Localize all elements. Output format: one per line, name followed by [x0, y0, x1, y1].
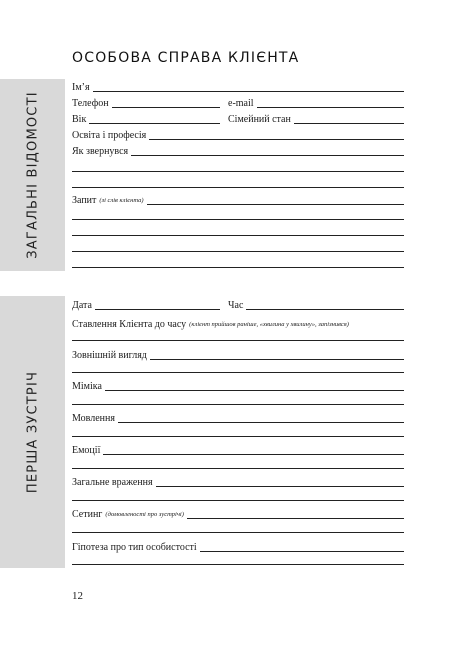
- fill-line[interactable]: [294, 114, 404, 124]
- fill-line[interactable]: [112, 98, 220, 108]
- field-name[interactable]: [72, 82, 404, 94]
- field-label: Ім’я: [72, 82, 90, 93]
- fill-line[interactable]: [95, 300, 220, 310]
- field-phone[interactable]: [72, 98, 220, 110]
- blank-line[interactable]: [72, 500, 404, 501]
- field-setting[interactable]: [72, 509, 404, 521]
- field-label: Телефон: [72, 98, 109, 109]
- field-label: Дата: [72, 300, 92, 311]
- fill-line[interactable]: [200, 542, 404, 552]
- fill-line[interactable]: [150, 350, 404, 360]
- fill-line[interactable]: [131, 146, 404, 156]
- section-tab-label: ЗАГАЛЬНІ ВІДОМОСТІ: [25, 91, 40, 259]
- section-tab-label: ПЕРША ЗУСТРІЧ: [25, 370, 40, 494]
- field-label: Сімейний стан: [228, 114, 291, 125]
- blank-line[interactable]: [72, 564, 404, 565]
- fill-line[interactable]: [147, 195, 404, 205]
- field-age[interactable]: [72, 114, 220, 126]
- blank-line[interactable]: [72, 532, 404, 533]
- field-label: Час: [228, 300, 244, 311]
- field-note: (клієнт прийшов раніше, «хвилина у хвилину», запізнився): [189, 321, 349, 328]
- field-emotions[interactable]: [72, 445, 404, 457]
- field-label: Загальне враження: [72, 477, 153, 488]
- field-impression[interactable]: [72, 477, 404, 489]
- section-tab-general: [0, 79, 65, 271]
- page-number: 12: [72, 590, 83, 602]
- field-family-status[interactable]: [228, 114, 404, 126]
- field-label: Освіта і професія: [72, 130, 147, 141]
- blank-line[interactable]: [72, 372, 404, 373]
- fill-line[interactable]: [156, 477, 404, 487]
- field-label: e-mail: [228, 98, 254, 109]
- fill-line[interactable]: [187, 509, 404, 519]
- field-time[interactable]: [228, 300, 404, 312]
- field-label: Міміка: [72, 381, 102, 392]
- field-label: Як звернувся: [72, 146, 129, 157]
- blank-line[interactable]: [72, 436, 404, 437]
- field-label: Гіпотеза про тип особистості: [72, 542, 197, 553]
- field-date[interactable]: [72, 300, 220, 312]
- blank-line[interactable]: [72, 404, 404, 405]
- fill-line[interactable]: [105, 381, 404, 391]
- blank-line[interactable]: [72, 235, 404, 236]
- blank-line[interactable]: [72, 267, 404, 268]
- fill-line[interactable]: [149, 130, 404, 140]
- field-note: (зі слів клієнта): [99, 197, 144, 204]
- fill-line[interactable]: [118, 413, 404, 423]
- fill-line[interactable]: [257, 98, 404, 108]
- field-label: Мовлення: [72, 413, 115, 424]
- blank-line[interactable]: [72, 187, 404, 188]
- fill-line[interactable]: [89, 114, 220, 124]
- page-title: ОСОБОВА СПРАВА КЛІЄНТА: [72, 50, 300, 66]
- field-mimicry[interactable]: [72, 381, 404, 393]
- field-label: Емоції: [72, 445, 101, 456]
- fill-line[interactable]: [93, 82, 404, 92]
- field-hypothesis[interactable]: [72, 542, 404, 554]
- field-note: (домовленості про зустрічі): [105, 511, 184, 518]
- field-how-contacted[interactable]: [72, 146, 404, 158]
- fill-line[interactable]: [103, 445, 404, 455]
- field-speech[interactable]: [72, 413, 404, 425]
- blank-line[interactable]: [72, 171, 404, 172]
- field-label: Вік: [72, 114, 87, 125]
- section-tab-first-meeting: [0, 296, 65, 568]
- blank-line[interactable]: [72, 219, 404, 220]
- field-label: Ставлення Клієнта до часу: [72, 319, 187, 330]
- field-request[interactable]: [72, 195, 404, 207]
- blank-line[interactable]: [72, 340, 404, 341]
- field-education[interactable]: [72, 130, 404, 142]
- field-email[interactable]: [228, 98, 404, 110]
- field-label: Запит: [72, 195, 97, 206]
- field-attitude-to-time: [72, 319, 404, 331]
- field-appearance[interactable]: [72, 350, 404, 362]
- fill-line[interactable]: [246, 300, 404, 310]
- blank-line[interactable]: [72, 468, 404, 469]
- field-label: Зовнішній вигляд: [72, 350, 147, 361]
- field-label: Сетинг: [72, 509, 103, 520]
- blank-line[interactable]: [72, 251, 404, 252]
